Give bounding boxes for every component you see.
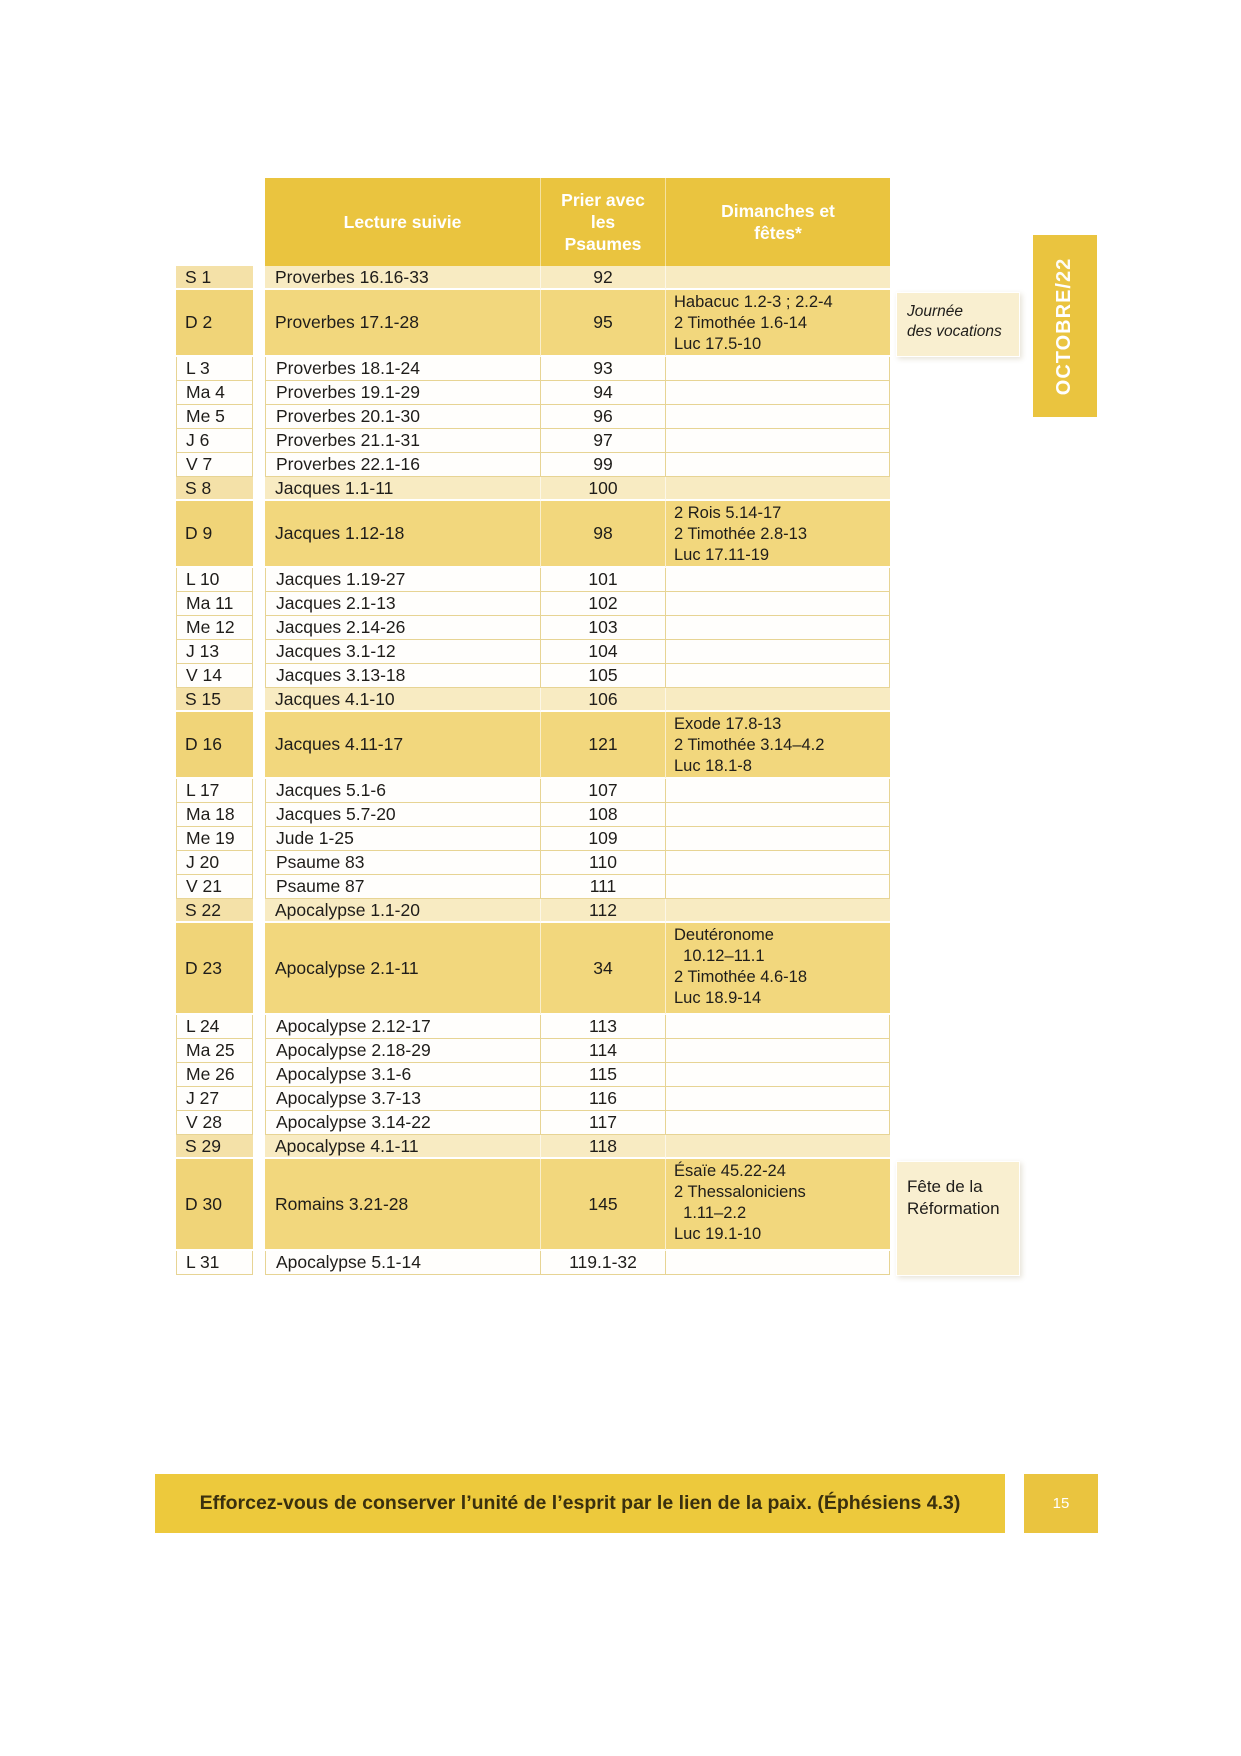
column-gutter [253,1251,265,1275]
column-header-psalms-label: Prier avec les Psaumes [561,190,645,254]
psalm-cell: 101 [540,568,665,592]
feast-cell [665,923,890,1015]
psalm-cell: 97 [540,429,665,453]
feast-cell [665,1159,890,1251]
feast-cell [665,1111,890,1135]
psalm-cell: 106 [540,688,665,712]
table-row [176,875,890,899]
lecture-cell: Jacques 2.14-26 [265,616,540,640]
psalm-cell: 114 [540,1039,665,1063]
column-gutter [253,1015,265,1039]
feast-cell [665,803,890,827]
table-row [176,1135,890,1159]
feast-reading-line: Exode 17.8-13 [674,715,782,733]
month-tab [1033,235,1097,417]
feast-reading-line: Luc 18.9-14 [674,989,762,1007]
feast-cell [665,1087,890,1111]
table-row [176,688,890,712]
psalm-cell: 121 [540,712,665,779]
feast-cell [665,405,890,429]
day-cell: Ma 4 [176,381,253,405]
table-body [176,266,1002,1275]
day-cell: D 30 [176,1159,253,1251]
psalm-cell: 99 [540,453,665,477]
psalm-cell: 34 [540,923,665,1015]
feast-reading-line: Luc 19.1-10 [674,1225,762,1243]
column-gutter [253,1159,265,1251]
feast-reading-line: Luc 17.11-19 [674,546,770,564]
table-row [176,266,890,290]
day-cell: V 28 [176,1111,253,1135]
lecture-cell: Jacques 3.1-12 [265,640,540,664]
feast-reading-line: 2 Timothée 2.8-13 [674,525,807,543]
column-gutter [253,266,265,290]
day-cell: L 10 [176,568,253,592]
month-year-separator: / [1053,281,1076,289]
table-row [176,923,890,1015]
month-label: OCTOBRE [1053,288,1076,395]
column-gutter [253,875,265,899]
psalm-cell: 118 [540,1135,665,1159]
lecture-cell: Apocalypse 2.1-11 [265,923,540,1015]
feast-cell [665,266,890,290]
feast-cell [665,712,890,779]
column-gutter [253,501,265,568]
lecture-cell: Apocalypse 1.1-20 [265,899,540,923]
lecture-cell: Proverbes 17.1-28 [265,290,540,357]
feast-cell [665,592,890,616]
column-gutter [253,290,265,357]
feast-reading-line: Habacuc 1.2-3 ; 2.2-4 [674,293,833,311]
day-cell: D 9 [176,501,253,568]
day-cell: L 31 [176,1251,253,1275]
feast-cell [665,290,890,357]
column-gutter [253,827,265,851]
lecture-cell: Jacques 2.1-13 [265,592,540,616]
lecture-cell: Proverbes 16.16-33 [265,266,540,290]
table-row [176,640,890,664]
margin-note-line: des vocations [907,323,1002,340]
table-row [176,779,890,803]
day-cell: D 16 [176,712,253,779]
day-cell: S 22 [176,899,253,923]
feast-cell [665,688,890,712]
feast-reading-line: Luc 17.5-10 [674,335,762,353]
lecture-cell: Apocalypse 2.18-29 [265,1039,540,1063]
lecture-cell: Apocalypse 3.7-13 [265,1087,540,1111]
lecture-cell: Jacques 4.11-17 [265,712,540,779]
feast-cell [665,429,890,453]
feast-cell [665,1135,890,1159]
column-gutter [253,568,265,592]
margin-note [896,292,1020,357]
psalm-cell: 98 [540,501,665,568]
feast-reading-line: 2 Thessaloniciens [674,1183,806,1201]
day-cell: D 2 [176,290,253,357]
day-cell: Me 12 [176,616,253,640]
month-tab-label [1054,257,1077,394]
psalm-cell: 115 [540,1063,665,1087]
feast-cell [665,851,890,875]
psalm-cell: 104 [540,640,665,664]
day-cell: V 21 [176,875,253,899]
day-cell: L 24 [176,1015,253,1039]
lecture-cell: Apocalypse 4.1-11 [265,1135,540,1159]
feast-cell [665,827,890,851]
table-row [176,429,890,453]
psalm-cell: 117 [540,1111,665,1135]
lecture-cell: Psaume 83 [265,851,540,875]
psalm-cell: 102 [540,592,665,616]
feast-cell [665,640,890,664]
page-number-badge [1024,1474,1098,1533]
psalm-cell: 105 [540,664,665,688]
column-gutter [253,1063,265,1087]
column-header-lecture [265,178,540,266]
column-header-psalms [540,178,665,266]
year-label: 22 [1053,257,1076,282]
margin-note [896,1161,1020,1276]
psalm-cell: 112 [540,899,665,923]
column-gutter [253,803,265,827]
column-gutter [253,923,265,1015]
day-cell: J 20 [176,851,253,875]
lecture-cell: Apocalypse 3.1-6 [265,1063,540,1087]
table-row [176,477,890,501]
table-row [176,1251,890,1275]
table-row [176,616,890,640]
psalm-cell: 111 [540,875,665,899]
margin-note-line: Réformation [907,1199,1000,1218]
feast-cell [665,453,890,477]
feast-reading-line: 1.11–2.2 [674,1204,747,1222]
margin-note-line: Fête de la [907,1177,983,1196]
lecture-cell: Psaume 87 [265,875,540,899]
psalm-cell: 110 [540,851,665,875]
feast-cell [665,875,890,899]
table-row [176,1015,890,1039]
day-cell: S 1 [176,266,253,290]
lecture-cell: Jacques 3.13-18 [265,664,540,688]
column-gutter [253,664,265,688]
footer-verse-bar [155,1474,1005,1533]
lecture-cell: Apocalypse 2.12-17 [265,1015,540,1039]
feast-cell [665,899,890,923]
table-header-row [265,178,890,266]
column-gutter [253,592,265,616]
feast-cell [665,1063,890,1087]
lecture-cell: Romains 3.21-28 [265,1159,540,1251]
psalm-cell: 95 [540,290,665,357]
feast-cell [665,568,890,592]
table-row [176,501,890,568]
lecture-cell: Proverbes 20.1-30 [265,405,540,429]
table-row [176,592,890,616]
column-gutter [253,616,265,640]
feast-cell [665,664,890,688]
feast-reading-line: 2 Timothée 3.14–4.2 [674,736,825,754]
day-cell: L 17 [176,779,253,803]
lecture-cell: Jacques 5.7-20 [265,803,540,827]
column-gutter [253,453,265,477]
psalm-cell: 103 [540,616,665,640]
feast-reading-line: Ésaïe 45.22-24 [674,1162,786,1180]
feast-cell [665,501,890,568]
column-gutter [253,405,265,429]
day-cell: J 13 [176,640,253,664]
feast-cell [665,779,890,803]
psalm-cell: 145 [540,1159,665,1251]
table-row [176,1111,890,1135]
feast-cell [665,616,890,640]
column-gutter [253,1039,265,1063]
column-gutter [253,899,265,923]
column-gutter [253,1135,265,1159]
day-cell: J 6 [176,429,253,453]
psalm-cell: 107 [540,779,665,803]
psalm-cell: 109 [540,827,665,851]
column-gutter [253,640,265,664]
table-row [176,568,890,592]
feast-cell [665,1015,890,1039]
lecture-cell: Jacques 1.1-11 [265,477,540,501]
day-cell: Me 26 [176,1063,253,1087]
day-cell: V 7 [176,453,253,477]
column-gutter [253,779,265,803]
lecture-cell: Proverbes 22.1-16 [265,453,540,477]
lecture-cell: Jacques 5.1-6 [265,779,540,803]
lecture-cell: Apocalypse 5.1-14 [265,1251,540,1275]
margin-note-line: Journée [907,303,964,320]
psalm-cell: 93 [540,357,665,381]
column-gutter [253,477,265,501]
column-gutter [253,1087,265,1111]
feast-reading-line: Deutéronome [674,926,774,944]
day-cell: S 29 [176,1135,253,1159]
day-cell: Me 19 [176,827,253,851]
column-header-feasts [665,178,890,266]
day-cell: Ma 18 [176,803,253,827]
psalm-cell: 100 [540,477,665,501]
footer-verse-text: Efforcez-vous de conserver l’unité de l’esprit par le lien de la paix. (Éphésiens 4.3) [199,1492,961,1514]
psalm-cell: 92 [540,266,665,290]
table-row [176,1159,1000,1251]
table-row [176,405,890,429]
table-row [176,453,890,477]
table-row [176,357,890,381]
column-gutter [253,712,265,779]
feast-cell [665,477,890,501]
table-row [176,1063,890,1087]
table-row [176,664,890,688]
feast-cell [665,1039,890,1063]
table-row [176,290,1002,357]
column-header-lecture-label: Lecture suivie [343,212,462,232]
feast-cell [665,357,890,381]
table-row [176,1039,890,1063]
table-row [176,381,890,405]
day-cell: V 14 [176,664,253,688]
feast-reading-line: 2 Rois 5.14-17 [674,504,782,522]
psalm-cell: 96 [540,405,665,429]
feast-reading-line: 2 Timothée 1.6-14 [674,314,807,332]
table-row [176,803,890,827]
psalm-cell: 113 [540,1015,665,1039]
psalm-cell: 94 [540,381,665,405]
reading-calendar-table [176,178,1002,1275]
psalm-cell: 119.1-32 [540,1251,665,1275]
column-header-feasts-label: Dimanches et fêtes* [721,201,835,243]
feast-reading-line: 10.12–11.1 [674,947,765,965]
lecture-cell: Proverbes 18.1-24 [265,357,540,381]
table-row [176,1087,890,1111]
column-gutter [253,381,265,405]
day-cell: Ma 25 [176,1039,253,1063]
column-gutter [253,357,265,381]
page-number: 15 [1052,1495,1070,1512]
column-gutter [253,429,265,453]
lecture-cell: Jacques 1.19-27 [265,568,540,592]
table-row [176,851,890,875]
day-cell: D 23 [176,923,253,1015]
feast-reading-line: Luc 18.1-8 [674,757,752,775]
column-gutter [253,1111,265,1135]
lecture-cell: Proverbes 19.1-29 [265,381,540,405]
feast-reading-line: 2 Timothée 4.6-18 [674,968,807,986]
lecture-cell: Jude 1-25 [265,827,540,851]
lecture-cell: Apocalypse 3.14-22 [265,1111,540,1135]
psalm-cell: 116 [540,1087,665,1111]
lecture-cell: Jacques 4.1-10 [265,688,540,712]
day-cell: S 15 [176,688,253,712]
column-gutter [253,688,265,712]
day-cell: L 3 [176,357,253,381]
day-cell: J 27 [176,1087,253,1111]
feast-cell [665,1251,890,1275]
column-gutter [253,851,265,875]
lecture-cell: Jacques 1.12-18 [265,501,540,568]
lecture-cell: Proverbes 21.1-31 [265,429,540,453]
psalm-cell: 108 [540,803,665,827]
feast-cell [665,381,890,405]
table-row [176,899,890,923]
table-row [176,827,890,851]
day-cell: S 8 [176,477,253,501]
table-row [176,712,890,779]
day-cell: Me 5 [176,405,253,429]
day-cell: Ma 11 [176,592,253,616]
